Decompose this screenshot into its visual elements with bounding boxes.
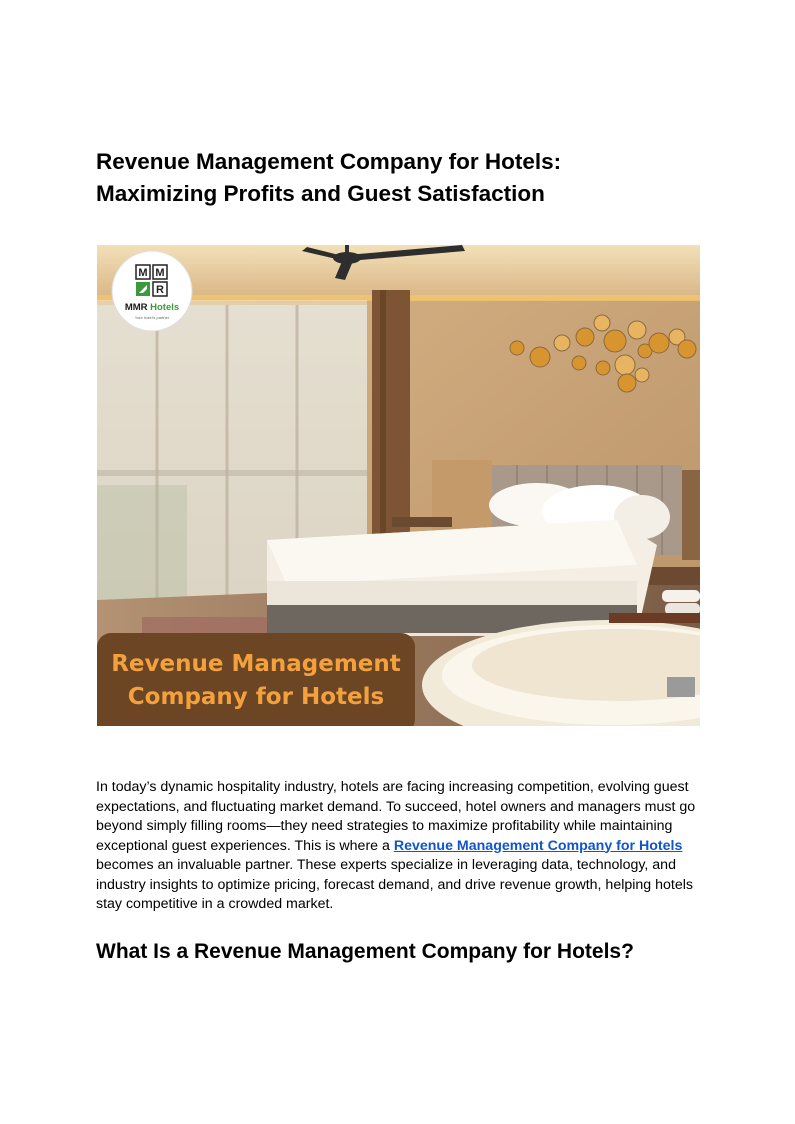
logo-letter-2: M bbox=[155, 267, 165, 279]
revenue-management-link[interactable]: Revenue Management Company for Hotels bbox=[393, 837, 683, 854]
hero-image bbox=[97, 245, 700, 726]
banner-line-2: Company for Hotels bbox=[127, 684, 385, 710]
logo-letter-1: M bbox=[138, 267, 148, 279]
page-title-line-2: Maximizing Profits and Guest Satisfaction bbox=[96, 181, 545, 206]
logo-name-part1: MMR bbox=[124, 302, 151, 313]
section-heading: What Is a Revenue Management Company for Hotels? bbox=[96, 940, 634, 963]
logo-letter-3: R bbox=[156, 284, 164, 296]
intro-paragraph bbox=[96, 778, 702, 915]
logo-name-part2: Hotels bbox=[150, 302, 180, 313]
banner-line-1: Revenue Management bbox=[111, 651, 401, 677]
page-title-line-1: Revenue Management Company for Hotels: bbox=[96, 149, 562, 174]
logo-name bbox=[115, 302, 189, 313]
page-title bbox=[96, 146, 716, 210]
logo-tagline: Your hotel's partner bbox=[134, 315, 170, 320]
intro-text-after-link: becomes an invaluable partner. These experts specialize in leveraging data, technology, and industry insights to optimize pricing, forecast demand, and drive revenue growth, helping hotels stay competitive in a crowded market. bbox=[96, 857, 693, 912]
hero-banner-text bbox=[97, 648, 415, 714]
intro-text-before-link: In today’s dynamic hospitality industry, hotels are facing increasing competition, evolving guest expectations, and fluctuating market demand. To succeed, hotel owners and managers must go beyond simply filling rooms—they need strategies to maximize profitability while maintaining exceptional guest experiences. This is where a bbox=[96, 779, 696, 854]
